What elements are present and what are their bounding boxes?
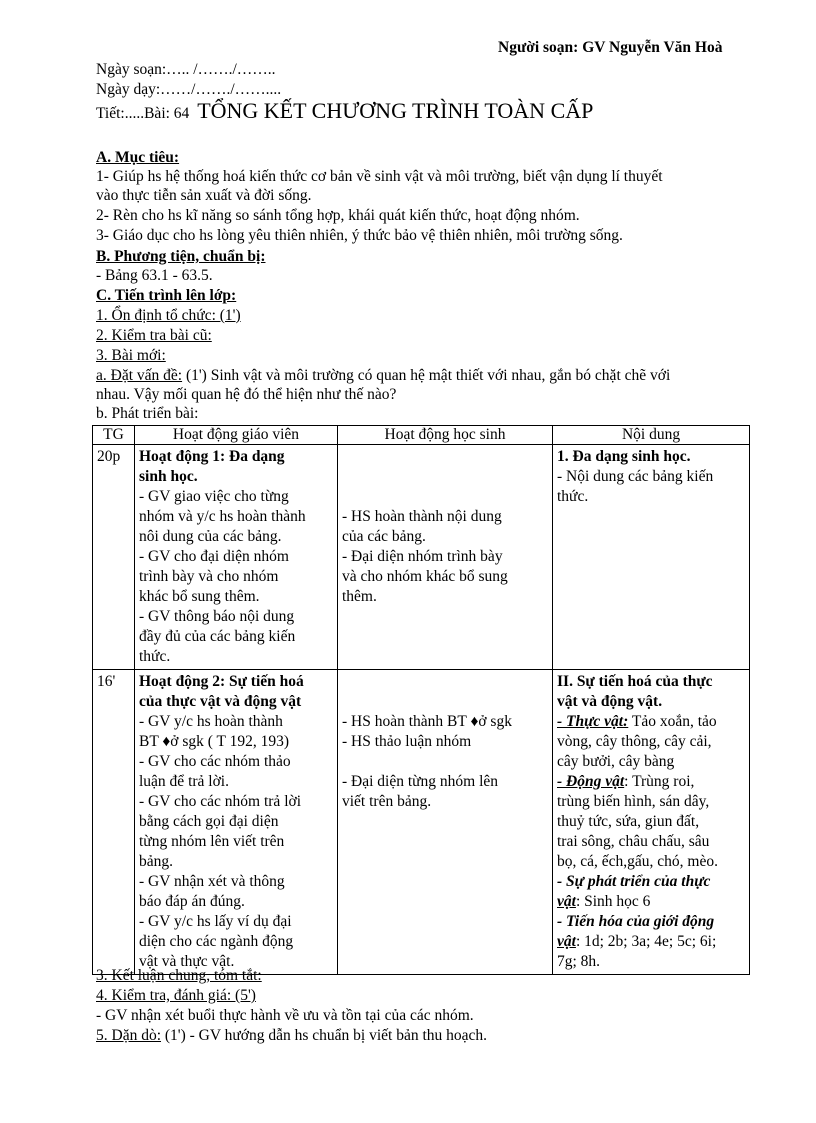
student-line: - Đại diện từng nhóm lên — [342, 773, 499, 790]
step-3: 3. Bài mới: — [96, 347, 166, 364]
plant-dev-text: : Sinh học 6 — [575, 893, 651, 910]
content-line: - Nội dung các bảng kiến — [557, 468, 714, 485]
table-row — [93, 445, 750, 670]
conclusion-line: 3. Kết luận chung, tóm tắt: — [96, 967, 262, 984]
student-line: và cho nhóm khác bổ sung — [342, 568, 508, 585]
animal-evo-text: : 1d; 2b; 3a; 4e; 5c; 6i; — [575, 933, 717, 950]
student-line: - HS hoàn thành BT ♦ở sgk — [342, 713, 512, 730]
lesson-line — [96, 98, 594, 124]
teacher-line: - GV y/c hs hoàn thành — [139, 713, 283, 730]
animal-evo-label-cont: vật — [557, 933, 576, 950]
date-taught: Ngày dạy:……/……./…….... — [96, 81, 282, 98]
table-header-row — [93, 426, 750, 445]
activity-1-title: Hoạt động 1: Đa dạng — [139, 448, 285, 465]
teacher-line: đầy đủ của các bảng kiến — [139, 628, 296, 645]
objective-3: 3- Giáo dục cho hs lòng yêu thiên nhiên, ý thức bảo vệ thiên nhiên, môi trường sống. — [96, 227, 623, 244]
page-title: TỔNG KẾT CHƯƠNG TRÌNH TOÀN CẤP — [197, 98, 594, 123]
teacher-line: trình bày và cho nhóm — [139, 568, 279, 585]
row1-student — [338, 445, 553, 670]
teacher-line: - GV cho đại diện nhóm — [139, 548, 289, 565]
student-line: - HS thảo luận nhóm — [342, 733, 472, 750]
teacher-line: - GV giao việc cho từng — [139, 488, 289, 505]
row1-time: 20p — [93, 445, 135, 670]
teacher-line: khác bổ sung thêm. — [139, 588, 260, 605]
objective-1-cont: vào thực tiễn sản xuất và đời sống. — [96, 187, 312, 204]
teacher-line: - GV cho các nhóm thảo — [139, 753, 291, 770]
content-2-title: II. Sự tiến hoá của thực — [557, 673, 713, 690]
header-time: TG — [93, 426, 135, 445]
content-line: 7g; 8h. — [557, 953, 601, 970]
assessment-text: - GV nhận xét buổi thực hành về ưu và tồn tại của các nhóm. — [96, 1007, 474, 1024]
date-prepared: Ngày soạn:….. /……./…….. — [96, 61, 276, 78]
section-b-heading: B. Phương tiện, chuẩn bị: — [96, 248, 266, 265]
teacher-line: từng nhóm lên viết trên — [139, 833, 285, 850]
row1-teacher — [135, 445, 338, 670]
student-line: thêm. — [342, 588, 377, 605]
homework-text: (1') - GV hướng dẫn hs chuẩn bị viết bản thu hoạch. — [161, 1027, 488, 1044]
teacher-line: - GV thông báo nội dung — [139, 608, 295, 625]
plant-dev-line — [557, 892, 745, 912]
animal-text: : Trùng roi, — [624, 773, 695, 790]
intro-line — [96, 366, 670, 386]
teacher-line: thức. — [139, 648, 171, 665]
intro-label: a. Đặt vấn đề: — [96, 367, 183, 384]
teacher-line: - GV y/c hs lấy ví dụ đại — [139, 913, 292, 930]
animal-line — [557, 772, 745, 792]
row2-teacher — [135, 670, 338, 975]
teacher-line: diện cho các ngành động — [139, 933, 294, 950]
section-a-heading — [96, 148, 179, 168]
assessment-line: 4. Kiểm tra, đánh giá: (5') — [96, 987, 256, 1004]
content-line: vòng, cây thông, cây cải, — [557, 733, 712, 750]
teacher-line: bằng cách gọi đại diện — [139, 813, 279, 830]
header-student: Hoạt động học sinh — [338, 426, 553, 445]
plant-line — [557, 712, 745, 732]
row2-student — [338, 670, 553, 975]
materials-line: - Bảng 63.1 - 63.5. — [96, 267, 213, 284]
table-row — [93, 670, 750, 975]
content-line: thức. — [557, 488, 589, 505]
author-line: Người soạn: GV Nguyễn Văn Hoà — [498, 39, 723, 56]
content-line: cây bưởi, cây bàng — [557, 753, 675, 770]
intro-line-2: nhau. Vậy mối quan hệ đó thể hiện như thế nào? — [96, 386, 397, 403]
student-line: viết trên bảng. — [342, 793, 432, 810]
homework-line — [96, 1026, 487, 1046]
lesson-table — [92, 425, 750, 975]
content-line: trai sông, châu chấu, sâu — [557, 833, 710, 850]
step-2: 2. Kiểm tra bài cũ: — [96, 327, 212, 344]
plant-dev-label: - Sự phát triển của thực — [557, 873, 711, 890]
animal-evo-line — [557, 932, 745, 952]
content-1-title: 1. Đa dạng sinh học. — [557, 448, 691, 465]
objective-2: 2- Rèn cho hs kĩ năng so sánh tổng hợp, khái quát kiến thức, hoạt động nhóm. — [96, 207, 580, 224]
content-2-title-cont: vật và động vật. — [557, 693, 663, 710]
header-teacher: Hoạt động giáo viên — [135, 426, 338, 445]
teacher-line: báo đáp án đúng. — [139, 893, 245, 910]
content-line: thuỷ tức, sứa, giun đất, — [557, 813, 700, 830]
teacher-line: vật và thực vật. — [139, 953, 235, 970]
teacher-line: bảng. — [139, 853, 174, 870]
homework-label: 5. Dặn dò: — [96, 1027, 162, 1044]
teacher-line: - GV nhận xét và thông — [139, 873, 285, 890]
lesson-number: Tiết:.....Bài: 64 — [96, 105, 190, 122]
row2-time: 16' — [93, 670, 135, 975]
teacher-line: luận để trả lời. — [139, 773, 229, 790]
teacher-line: nôi dung của các bảng. — [139, 528, 282, 545]
student-line: của các bảng. — [342, 528, 426, 545]
section-a-title: A. Mục tiêu: — [96, 149, 180, 166]
header-content: Nội dung — [553, 426, 750, 445]
develop-line: b. Phát triển bài: — [96, 405, 199, 422]
activity-1-title-cont: sinh học. — [139, 468, 198, 485]
activity-2-title-cont: của thực vật và động vật — [139, 693, 302, 710]
student-line: - HS hoàn thành nội dung — [342, 508, 502, 525]
plant-label: - Thực vật: — [557, 713, 629, 730]
animal-label: - Động vật — [557, 773, 625, 790]
teacher-line: - GV cho các nhóm trả lời — [139, 793, 302, 810]
animal-evo-label: - Tiến hóa của giới động — [557, 913, 715, 930]
content-line: trùng biến hình, sán dây, — [557, 793, 710, 810]
content-line: bọ, cá, ếch,gấu, chó, mèo. — [557, 853, 718, 870]
objective-1: 1- Giúp hs hệ thống hoá kiến thức cơ bản về sinh vật và môi trường, biết vận dụng lí thuyết — [96, 168, 663, 185]
plant-dev-label-cont: vật — [557, 893, 576, 910]
student-line: - Đại diện nhóm trình bày — [342, 548, 503, 565]
teacher-line: BT ♦ở sgk ( T 192, 193) — [139, 733, 290, 750]
plant-text: Tảo xoắn, tảo — [628, 713, 717, 730]
row1-content — [553, 445, 750, 670]
step-1: 1. Ổn định tổ chức: (1') — [96, 307, 241, 324]
intro-text: (1') Sinh vật và môi trường có quan hệ mật thiết với nhau, gắn bó chặt chẽ với — [182, 367, 671, 384]
row2-content — [553, 670, 750, 975]
teacher-line: nhóm và y/c hs hoàn thành — [139, 508, 306, 525]
section-c-heading: C. Tiến trình lên lớp: — [96, 287, 237, 304]
activity-2-title: Hoạt động 2: Sự tiến hoá — [139, 673, 304, 690]
